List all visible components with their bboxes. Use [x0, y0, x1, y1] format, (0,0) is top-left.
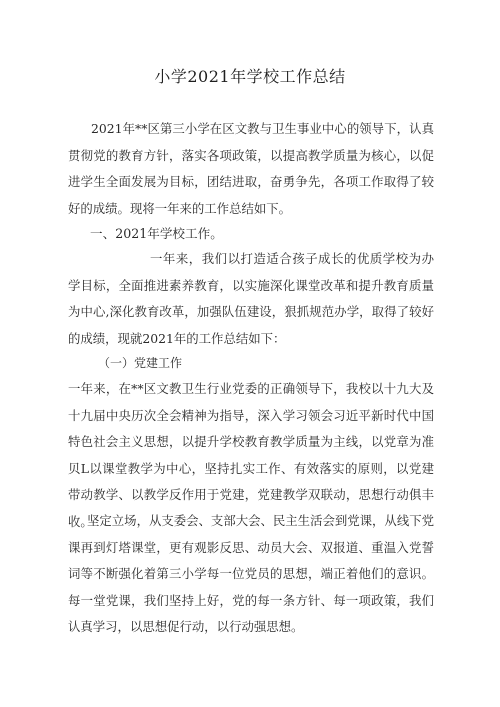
- school-work-paragraph: 一年来，我们以打造适合孩子成长的优质学校为办学目标，全面推进素养教育，以实施深化课堂改革和提升教育质量为中心,深化教育改革，加强队伍建设，狠抓规范办学，取得了较好的成绩，现就2021年的工作总结如下：: [68, 251, 434, 346]
- party-building-paragraph-2: 坚定立场，从支委会、支部大会、民主生活会到党课，从线下党课再到灯塔课堂，更有观影反思、动员大会、双报道、重温入党誓词等不断强化着第三小学每一位党员的思想，端正着他们的意识。每一堂党课，我们坚持上好，党的每一条方针、每一项政策，我们认真学习，以思想促行动，以行动强思想。: [68, 513, 434, 634]
- subsection-heading-party-building: （一）党建工作: [98, 356, 183, 370]
- party-building-paragraph-1: 一年来，在**区文教卫生行业党委的正确领导下，我校以十九大及十九届中央历次全会精神为指导，深入学习领会习近平新时代中国特色社会主义思想，以提升学校教育教学质量为主线，以党章为准贝L以课堂教学为中心，坚持扎实工作、有效落实的原则，以党建带动教学、以教学反作用于党建，党建教学双联动，思想行动俱丰收。: [68, 381, 434, 529]
- document-title: 小学2021年学校工作总结: [154, 67, 346, 86]
- intro-paragraph: 2021年**区第三小学在区文教与卫生事业中心的领导下，认真贯彻党的教育方针，落实各项政策，以提高教学质量为核心，以促进学生全面发展为目标，团结进取，奋勇争先，各项工作取得了较好的成绩。现将一年来的工作总结如下。: [68, 121, 434, 216]
- section-heading-school-work: 一、2021年学校工作。: [90, 226, 223, 241]
